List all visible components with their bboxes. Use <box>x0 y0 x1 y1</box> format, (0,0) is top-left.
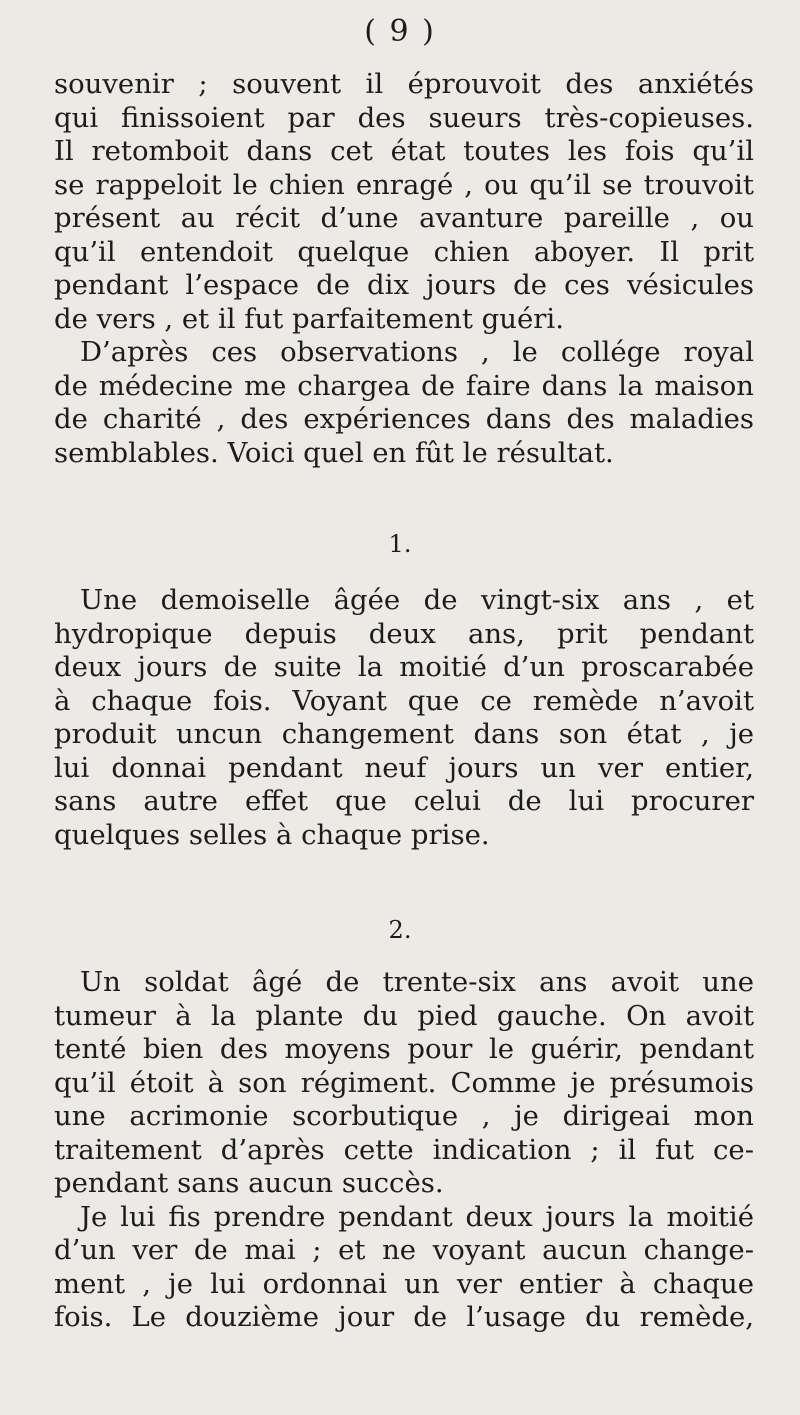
paragraph-case-2 <box>54 966 754 1335</box>
text-line: une acrimonie scorbutique , je dirigeai mon <box>54 1100 754 1132</box>
text-line: souvenir ; souvent il éprouvoit des anxiétés <box>54 68 754 100</box>
text-line: pendant l’espace de dix jours de ces vésicules <box>54 269 754 301</box>
text-line: Un soldat âgé de trente-six ans avoit une <box>80 966 754 998</box>
text-line: à chaque fois. Voyant que ce remède n’avoit <box>54 684 754 717</box>
text-line: qui finissoient par des sueurs très-copieuses. <box>54 101 754 134</box>
text-line: qu’il entendoit quelque chien aboyer. Il prit <box>54 235 754 268</box>
text-line: tenté bien des moyens pour le guérir, pendant <box>54 1033 754 1065</box>
text-line: de charité , des expériences dans des maladies <box>54 403 754 435</box>
section-number-2: 2. <box>388 916 412 944</box>
text-line: se rappeloit le chien enragé , ou qu’il se trouvoit <box>54 168 754 201</box>
text-line: traitement d’après cette indication ; il fut ce- <box>54 1133 754 1166</box>
text-line: Une demoiselle âgée de vingt-six ans , et <box>80 584 754 616</box>
text-line: tumeur à la plante du pied gauche. On avoit <box>54 999 754 1032</box>
text-line: ment , je lui ordonnai un ver entier à chaque <box>54 1267 754 1300</box>
text-line: Je lui fis prendre pendant deux jours la moitié <box>80 1200 754 1233</box>
section-number-1: 1. <box>388 530 412 558</box>
text-line: semblables. Voici quel en fût le résultat. <box>54 436 614 469</box>
text-line: hydropique depuis deux ans, prit pendant <box>54 617 754 650</box>
paragraph-intro <box>54 68 754 470</box>
text-line: Il retomboit dans cet état toutes les fois qu’il <box>54 135 754 167</box>
text-line: deux jours de suite la moitié d’un proscarabée <box>54 651 754 683</box>
text-line: présent au récit d’une avanture pareille , ou <box>54 202 754 234</box>
text-line: sans autre effet que celui de lui procurer <box>54 785 754 817</box>
text-line: qu’il étoit à son régiment. Comme je présumois <box>54 1066 754 1099</box>
text-line: produit uncun changement dans son état , je <box>54 718 754 750</box>
text-line: fois. Le douzième jour de l’usage du remède, <box>54 1301 754 1333</box>
text-line: d’un ver de mai ; et ne voyant aucun change- <box>54 1234 754 1266</box>
text-line: lui donnai pendant neuf jours un ver entier, <box>54 751 754 784</box>
paragraph-case-1 <box>54 584 754 852</box>
text-line: quelques selles à chaque prise. <box>54 818 490 851</box>
text-line: D’après ces observations , le collége royal <box>80 336 754 368</box>
text-line: de médecine me chargea de faire dans la maison <box>54 369 754 402</box>
text-line: pendant sans aucun succès. <box>54 1167 444 1199</box>
page-number: ( 9 ) <box>364 14 436 49</box>
text-line: de vers , et il fut parfaitement guéri. <box>54 302 564 335</box>
